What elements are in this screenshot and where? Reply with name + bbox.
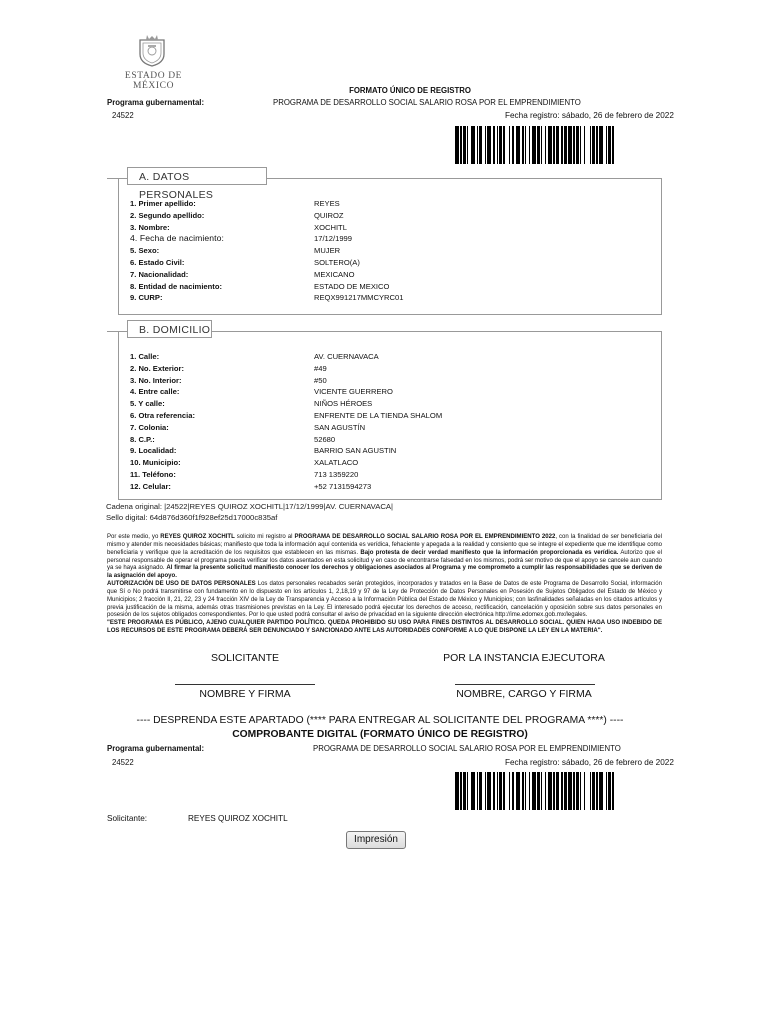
field-row <box>130 457 650 469</box>
solicitante-value: REYES QUIROZ XOCHITL <box>188 814 288 823</box>
impresion-button[interactable]: Impresión <box>346 831 406 849</box>
field-label: 2. No. Exterior: <box>130 363 185 373</box>
cadena-original: Cadena original: |24522|REYES QUIROZ XOCHITL|17/12/1999|AV. CUERNAVACA| <box>106 502 394 511</box>
signature-line-solicitante <box>175 684 315 685</box>
field-row <box>130 422 650 434</box>
signature-line-instancia <box>455 684 595 685</box>
field-row <box>130 198 650 210</box>
field-value: BARRIO SAN AGUSTIN <box>314 446 397 456</box>
field-label: 9. CURP: <box>130 293 163 303</box>
comprobante-title: COMPROBANTE DIGITAL (FORMATO ÚNICO DE REGISTRO) <box>232 729 528 740</box>
field-row <box>130 210 650 222</box>
field-row <box>130 245 650 257</box>
field-label: 10. Municipio: <box>130 458 181 468</box>
program-label-2: Programa gubernamental: <box>107 744 205 753</box>
field-row <box>130 410 650 422</box>
folio-2: 24522 <box>112 758 134 767</box>
field-label: 9. Localidad: <box>130 446 177 456</box>
field-value: ESTADO DE MEXICO <box>314 281 390 291</box>
fecha-registro: Fecha registro: sábado, 26 de febrero de 2022 <box>505 111 674 120</box>
field-row <box>130 292 650 304</box>
field-value: 52680 <box>314 434 336 444</box>
field-label: 1. Calle: <box>130 352 160 361</box>
field-label: 7. Nacionalidad: <box>130 269 189 279</box>
instancia-heading: POR LA INSTANCIA EJECUTORA <box>443 652 605 664</box>
field-row <box>130 233 650 245</box>
field-value: XALATLACO <box>314 458 359 468</box>
nombre-y-firma: NOMBRE Y FIRMA <box>199 688 291 700</box>
field-label: 3. No. Interior: <box>130 375 182 385</box>
field-row <box>130 222 650 234</box>
program-name: PROGRAMA DE DESARROLLO SOCIAL SALARIO ROSA POR EL EMPRENDIMIENTO <box>273 98 581 107</box>
field-value: SOLTERO(A) <box>314 257 360 267</box>
solicitante-heading: SOLICITANTE <box>210 652 280 664</box>
field-value: SAN AGUSTÍN <box>314 422 366 432</box>
field-row <box>130 469 650 481</box>
field-label: 1. Primer apellido: <box>130 199 196 208</box>
domicilio-list <box>130 351 650 493</box>
field-label: 4. Fecha de nacimiento: <box>130 233 225 244</box>
solicitante-label: Solicitante: <box>107 814 148 823</box>
section-title-datos-personales: A. DATOS PERSONALES <box>127 167 267 185</box>
field-row <box>130 481 650 493</box>
field-value: QUIROZ <box>314 210 344 220</box>
field-row <box>130 398 650 410</box>
datos-personales-list <box>130 198 650 304</box>
field-value: 17/12/1999 <box>314 234 353 244</box>
field-label: 12. Celular: <box>130 481 171 491</box>
estado-de-mexico-logo <box>106 34 201 91</box>
logo-text: ESTADO DE MÉXICO <box>124 71 183 91</box>
field-label: 7. Colonia: <box>130 422 169 432</box>
field-row <box>130 257 650 269</box>
desprenda-notice: ---- DESPRENDA ESTE APARTADO (**** PARA ENTREGAR AL SOLICITANTE DEL PROGRAMA ****) ---- <box>136 715 624 726</box>
field-row <box>130 434 650 446</box>
folio: 24522 <box>112 111 134 120</box>
field-label: 5. Y calle: <box>130 399 165 409</box>
field-label: 6. Estado Civil: <box>130 257 185 267</box>
field-row <box>130 445 650 457</box>
field-value: #50 <box>314 375 327 385</box>
field-row <box>130 375 650 387</box>
field-value: 713 1359220 <box>314 469 359 479</box>
field-row <box>130 269 650 281</box>
barcode <box>455 126 663 164</box>
barcode-bar <box>614 772 618 810</box>
field-value: ENFRENTE DE LA TIENDA SHALOM <box>314 410 443 420</box>
field-label: 5. Sexo: <box>130 246 160 256</box>
field-label: 3. Nombre: <box>130 222 170 232</box>
coat-of-arms-icon <box>137 34 167 67</box>
nombre-cargo-firma: NOMBRE, CARGO Y FIRMA <box>456 688 592 700</box>
legal-text: Por este medio, yo REYES QUIROZ XOCHITL solicito mi registro al PROGRAMA DE DESARROLLO SOCIAL SALARIO ROSA POR EL EMPRENDIMIENTO 2022, con la finalidad de ser beneficiaria del mismo y atender mis necesidades básicas; manifiesto que toda la información aquí contenida es verídica, fehaciente y apegada a la realidad y consiento que se integre el expediente que me identifique como beneficiaria y verifique que la acreditación de los requisitos que establecen en las mismas. Bajo protesta de decir verdad manifiesto que la información proporcionada es verídica. Autorizo que el personal responsable de operar el programa pueda verificar los datos asentados en esta solicitud y en caso de encontrarse falsedad en los mismos, podrá ser motivo de que el apoyo se cancele aun cuando ya se haya asignado. Al firmar la presente solicitud manifiesto conocer los derechos y obligaciones asociados al Programa y me comprometo a cumplir las responsabilidades que se deriven de la asignación del apoyo. AUTORIZACIÓN DE USO DE DATOS PERSONALES Los datos personales recabados serán protegidos, incorporados y tratados en la Base de Datos de este Programa de Desarrollo Social, información que Sí o No podrá transmitirse con fundamento en lo dispuesto en los artículos 1, 2,18,19 y 97 de la Ley de Protección de Datos Personales en Posesión de Sujetos Obligados del Estado de México y Municipios; 2 fracción II, 21, 22, 23 y 24 fracción XIV de la Ley de Transparencia y Acceso a la Información Pública del Estado de México y Municipios; con lasfinalidades señaladas en los citados artículos y previa justificación de la misma, además otras trasmisiones previstas en la Ley. El interesado podrá ejecutar los derechos de acceso, rectificación, cancelación y oposición sobre sus datos personales en posesión de los sujetos obligados correspondientes. Por lo que usted podrá consultar el aviso de privacidad en la siguiente dirección electrónica http://ime.edomex.gob.mx/legales. "ESTE PROGRAMA ES PÚBLICO, AJENO CUALQUIER PARTIDO POLÍTICO. QUEDA PROHIBIDO SU USO PARA FINES DISTINTOS AL DESARROLLO SOCIAL. QUIEN HAGA USO INDEBIDO DE LOS RECURSOS DE ESTE PROGRAMA DEBERÁ SER DENUNCIADO Y SANCIONADO ANTE LAS AUTORIDADES CONFORME A LO QUE DISPONE LA LEY EN LA MATERIA". <box>107 534 662 635</box>
field-value: REYES <box>314 199 340 208</box>
section-title-domicilio: B. DOMICILIO <box>127 320 212 338</box>
field-label: 8. Entidad de nacimiento: <box>130 281 222 291</box>
field-label: 11. Teléfono: <box>130 469 176 479</box>
form-title: FORMATO ÚNICO DE REGISTRO <box>349 86 471 95</box>
field-value: MEXICANO <box>314 269 355 279</box>
field-value: #49 <box>314 363 327 373</box>
barcode-bar <box>614 126 618 164</box>
program-label: Programa gubernamental: <box>107 98 205 107</box>
field-value: XOCHITL <box>314 222 347 232</box>
sello-digital: Sello digital: 64d876d360f1f928ef25d17000c835af <box>106 513 278 522</box>
field-value: REQX991217MMCYRC01 <box>314 293 404 303</box>
field-label: 4. Entre calle: <box>130 387 180 397</box>
program-name-2: PROGRAMA DE DESARROLLO SOCIAL SALARIO ROSA POR EL EMPRENDIMIENTO <box>313 744 621 753</box>
field-row <box>130 386 650 398</box>
barcode-2 <box>455 772 663 810</box>
field-row <box>130 351 650 363</box>
field-value: NIÑOS HÉROES <box>314 399 373 409</box>
field-value: AV. CUERNAVACA <box>314 352 379 361</box>
field-row <box>130 363 650 375</box>
field-label: 6. Otra referencia: <box>130 410 195 420</box>
field-value: +52 7131594273 <box>314 481 372 491</box>
field-value: MUJER <box>314 246 341 256</box>
field-value: VICENTE GUERRERO <box>314 387 393 397</box>
field-row <box>130 281 650 293</box>
fecha-registro-2: Fecha registro: sábado, 26 de febrero de 2022 <box>505 758 674 767</box>
field-label: 8. C.P.: <box>130 434 155 444</box>
field-label: 2. Segundo apellido: <box>130 210 205 220</box>
